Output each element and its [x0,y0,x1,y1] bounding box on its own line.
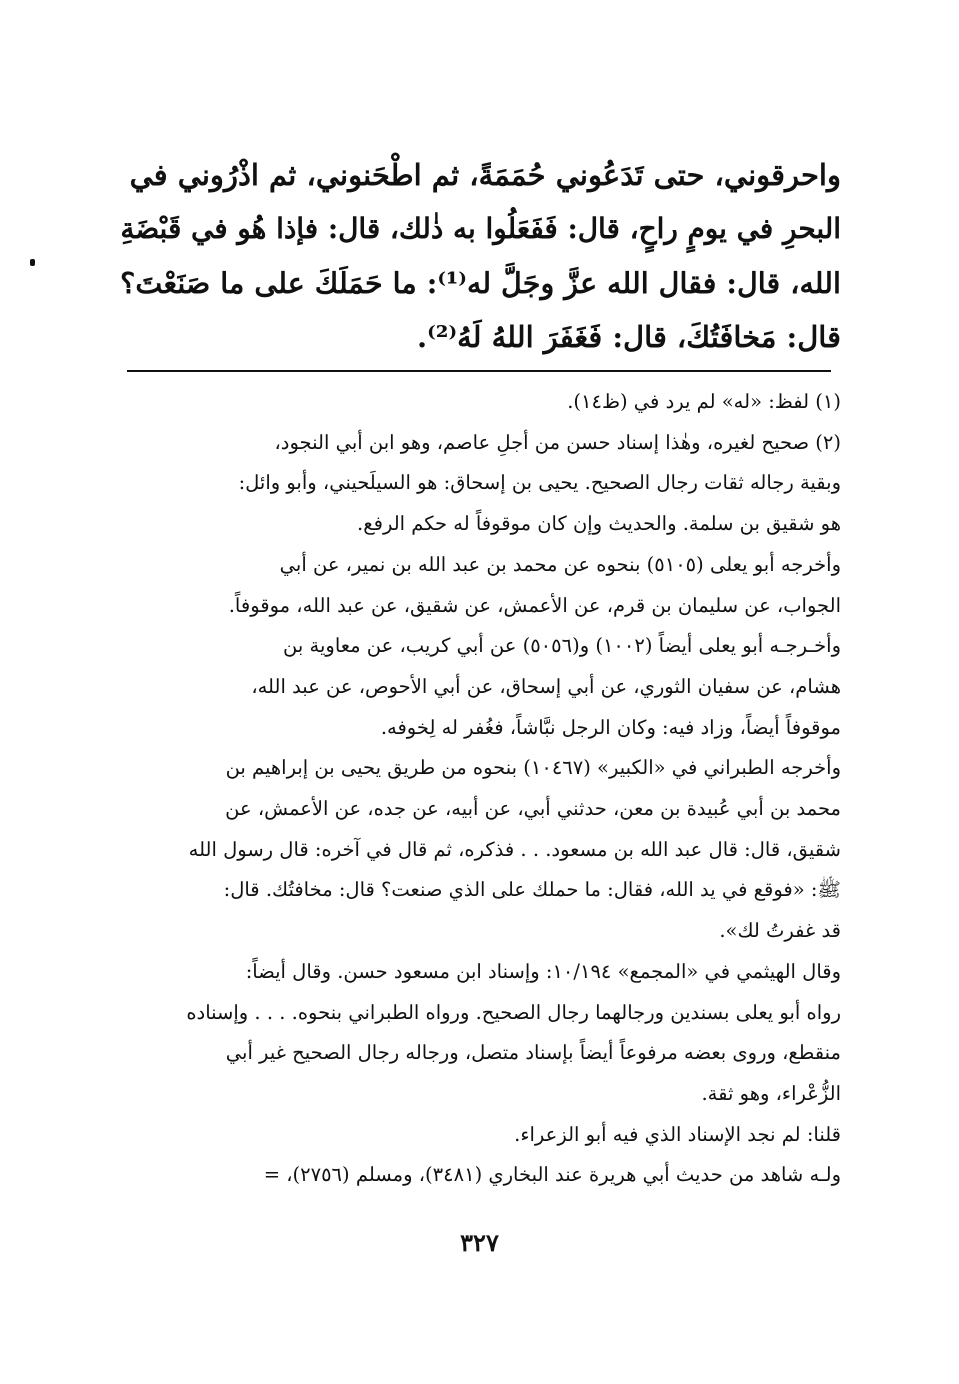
footnote-line: وأخرجه أبو يعلى (٥١٠٥) بنحوه عن محمد بن عبد الله بن نمير، عن أبي [279,552,841,576]
footnote-line: قد غفرتُ لك». [719,919,841,943]
footnote-line: شقيق، قال: قال عبد الله بن مسعود. . . فذكره، ثم قال في آخره: قال رسول الله [188,837,841,861]
footnote-line: محمد بن أبي عُبيدة بن معن، حدثني أبي، عن أبيه، عن جده، عن الأعمش، عن [225,797,841,821]
footnote-line: ولـه شاهد من حديث أبي هريرة عند البخاري (٣٤٨١)، ومسلم (٢٧٥٦)، = [263,1163,841,1187]
footnote-separator [127,370,831,372]
footnote-line: وبقية رجاله ثقات رجال الصحيح. يحيى بن إسحاق: هو السيلَحيني، وأبو وائل: [238,471,841,495]
main-text-line: واحرقوني، حتى تَدَعُوني حُمَمَةً، ثم اطْحَنوني، ثم اذْرُوني في [129,158,841,192]
main-text-line: البحرِ في يومٍ راحٍ، قال: فَفَعَلُوا به ذٰلك، قال: فإذا هُو في قَبْضَةِ [120,212,841,245]
footnote-line: (٢) صحيح لغيره، وهٰذا إسناد حسن من أجلِ عاصم، وهو ابن أبي النجود، [274,430,841,454]
main-text-line: الله، قال: فقال الله عزَّ وجَلَّ له⁽¹⁾: ما حَمَلَكَ على ما صَنَعْتَ؟ [120,266,841,300]
footnote-line: وأخـرجـه أبو يعلى أيضاً (١٠٠٢) و(٥٠٥٦) عن أبي كريب، عن معاوية بن [283,634,841,658]
footnote-line: هو شقيق بن سلمة. والحديث وإن كان موقوفاً له حكم الرفع. [357,512,841,536]
page-number: ٣٢٧ [460,1228,499,1257]
footnote-line: منقطع، وروى بعضه مرفوعاً أيضاً بإسناد متصل، ورجاله رجال الصحيح غير أبي [225,1041,841,1065]
footnote-line: وقال الهيثمي في «المجمع» ١٠/١٩٤: وإسناد ابن مسعود حسن. وقال أيضاً: [245,959,841,983]
footnote-line: رواه أبو يعلى بسندين ورجالهما رجال الصحيح. ورواه الطبراني بنحوه. . . . وإسناده [186,1000,841,1024]
main-text-block [113,148,841,364]
footnote-line: ﷺ: «فوقع في يد الله، فقال: ما حملك على الذي صنعت؟ قال: مخافتُك. قال: [223,878,841,902]
footnote-line: الزُّعْراء، وهو ثقة. [701,1081,841,1105]
footnote-line: الجواب، عن سليمان بن قرم، عن الأعمش، عن شقيق، عن عبد الله، موقوفاً. [228,593,841,617]
margin-dot-mark [30,259,35,266]
footnote-line: قلنا: لم نجد الإسناد الذي فيه أبو الزعراء. [514,1122,841,1146]
footnote-line: هشام، عن سفيان الثوري، عن أبي إسحاق، عن أبي الأحوص، عن عبد الله، [251,674,841,698]
footnote-line: وأخرجه الطبراني في «الكبير» (١٠٤٦٧) بنحوه من طريق يحيى بن إبراهيم بن [225,756,841,780]
footnotes-block [117,382,841,1196]
main-text-line: قال: مَخافَتُكَ، قال: فَغَفَرَ اللهُ لَهُ⁽²⁾. [417,320,841,354]
footnote-line: (١) لفظ: «له» لم يرد في (ظ١٤). [567,390,841,413]
footnote-line: موقوفاً أيضاً، وزاد فيه: وكان الرجل نبَّاشاً، فغُفر له لِخوفه. [380,715,841,739]
